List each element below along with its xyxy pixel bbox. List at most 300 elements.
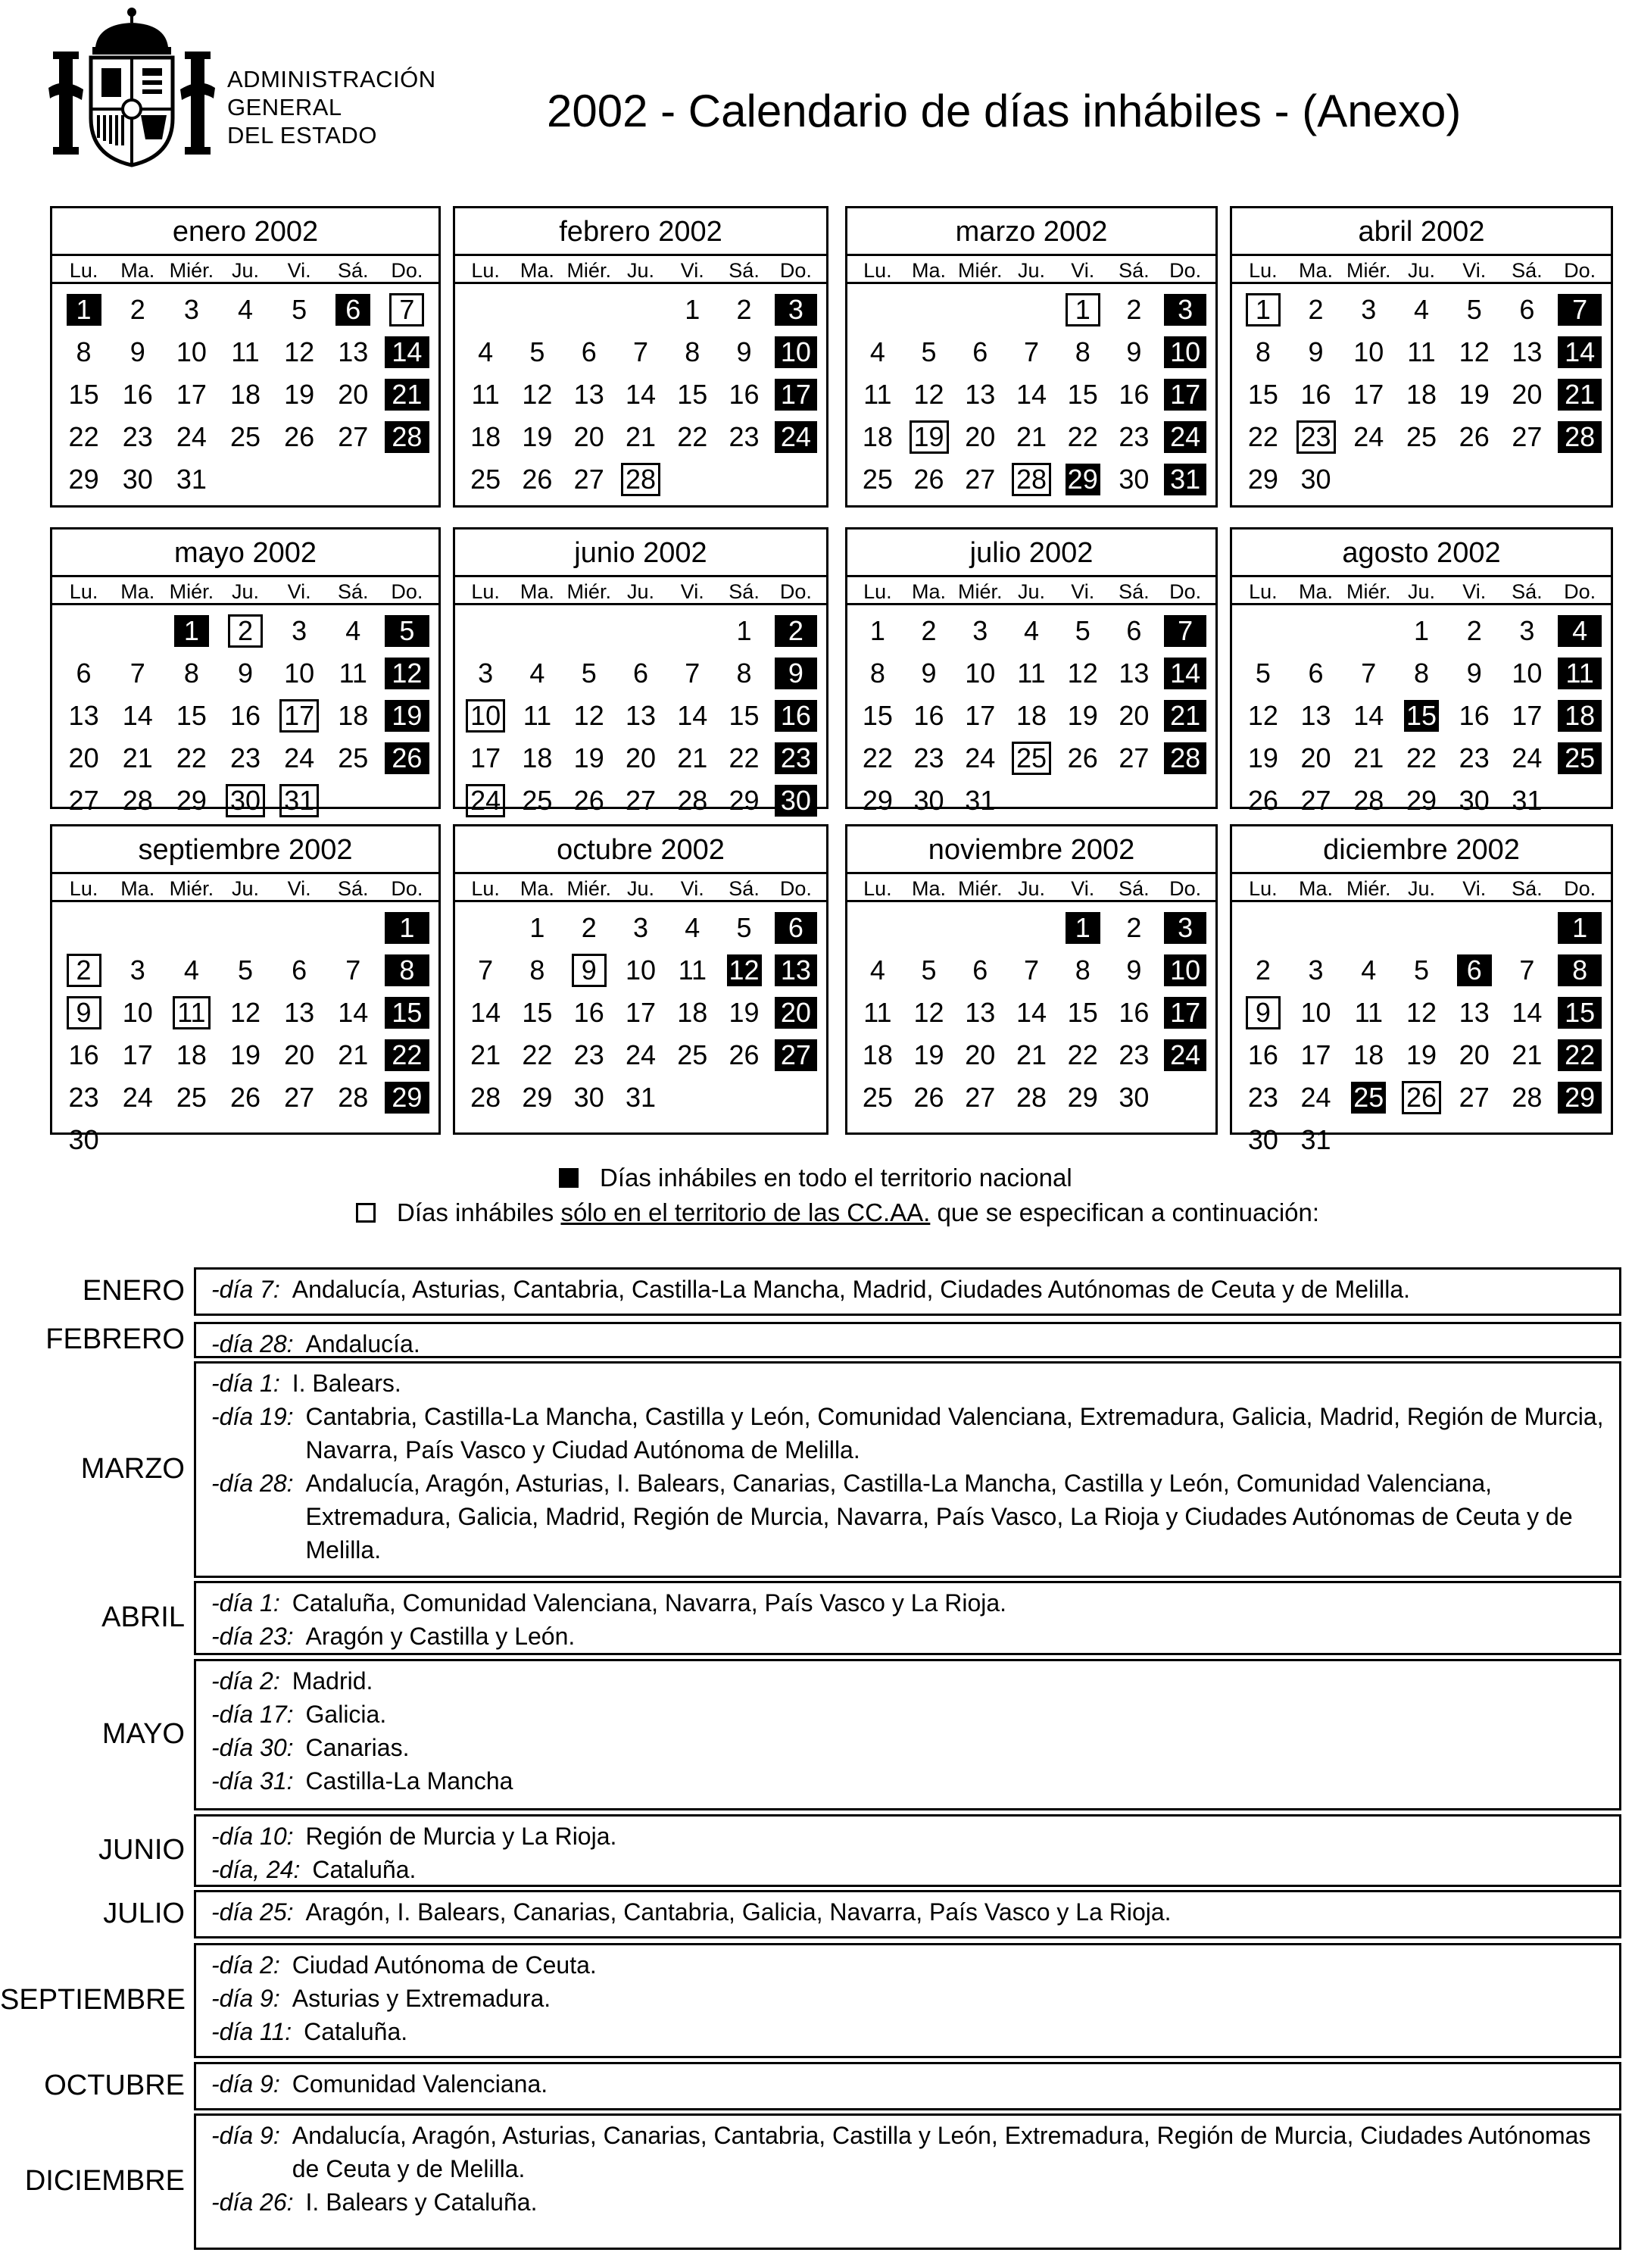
- day-cell: [1342, 373, 1395, 416]
- day-number: 7: [1519, 954, 1535, 986]
- day-cell: [57, 416, 111, 458]
- empty-cell: [903, 907, 955, 949]
- day-cell: [852, 695, 903, 737]
- sunday-day: [1553, 610, 1606, 652]
- day-number: 31: [1512, 785, 1543, 816]
- day-number: 1: [385, 912, 429, 944]
- day-number: 18: [229, 379, 261, 410]
- day-number: 24: [625, 1039, 657, 1070]
- sunday-day: [380, 907, 434, 949]
- day-number: 20: [1512, 379, 1543, 410]
- day-number: 8: [529, 954, 545, 986]
- day-number: 25: [862, 464, 893, 495]
- day-cell: [954, 992, 1006, 1034]
- day-cell: [1395, 331, 1448, 373]
- day-number: 15: [1067, 997, 1098, 1028]
- day-number: 9: [1126, 954, 1142, 986]
- day-number: 18: [862, 1039, 893, 1070]
- empty-cell: [1290, 610, 1343, 652]
- day-number: 16: [68, 1039, 99, 1070]
- annex-entry-text: Cataluña.: [304, 2018, 408, 2045]
- annex-entries-box: [194, 1943, 1621, 2058]
- day-cell: [1006, 331, 1057, 373]
- day-number: 27: [1300, 785, 1331, 816]
- day-cell: [111, 992, 164, 1034]
- annex-entry: [211, 1586, 1608, 1620]
- sunday-day: [380, 610, 434, 652]
- day-cell: [1501, 652, 1554, 695]
- annex-entry-day: -día 9:: [211, 2122, 280, 2149]
- month-calendar: [453, 824, 828, 1135]
- empty-cell: [460, 610, 511, 652]
- day-number: 26: [913, 1082, 944, 1113]
- day-cell: [1395, 289, 1448, 331]
- day-number: 8: [1255, 336, 1271, 367]
- day-number: 12: [1067, 658, 1098, 689]
- weekday-label: Ju.: [626, 259, 654, 282]
- day-number: 11: [231, 336, 260, 367]
- weekday-label: Ju.: [1407, 580, 1435, 603]
- day-grid: [1232, 605, 1611, 822]
- day-number: 1: [1413, 615, 1429, 646]
- day-number: 14: [1353, 700, 1384, 731]
- empty-cell: [326, 907, 380, 949]
- day-cell: [666, 737, 718, 779]
- sunday-day: [1159, 695, 1211, 737]
- day-number: 8: [1075, 954, 1091, 986]
- day-number: 9: [237, 658, 253, 689]
- month-calendar: [453, 206, 828, 508]
- day-cell: [1237, 373, 1290, 416]
- day-number: 2: [129, 294, 145, 325]
- day-cell: [1006, 949, 1057, 992]
- annex-month-label: JUNIO: [98, 1834, 185, 1866]
- day-cell: [111, 695, 164, 737]
- day-number: 30: [226, 784, 265, 817]
- sunday-day: [1553, 992, 1606, 1034]
- day-cell: [164, 373, 218, 416]
- day-cell: [1006, 1076, 1057, 1119]
- weekday-header: [1232, 254, 1611, 284]
- weekday-label: Vi.: [287, 259, 311, 282]
- weekday-label: Sá.: [338, 580, 369, 603]
- day-cell: [1448, 289, 1501, 331]
- day-number: 26: [1247, 785, 1278, 816]
- annex-entry: [211, 1820, 1608, 1853]
- day-number: 9: [1308, 336, 1324, 367]
- month-calendar: [845, 527, 1218, 816]
- day-grid: [455, 902, 826, 1119]
- day-cell: [1006, 610, 1057, 652]
- regional-holiday-day: [615, 458, 666, 501]
- sunday-day: [380, 992, 434, 1034]
- day-number: 17: [1164, 997, 1206, 1029]
- day-cell: [852, 737, 903, 779]
- day-cell: [1342, 331, 1395, 373]
- day-number: 15: [385, 997, 429, 1029]
- day-number: 10: [284, 658, 315, 689]
- annex-entry: [211, 1698, 1608, 1731]
- day-cell: [718, 373, 769, 416]
- month-title: noviembre 2002: [928, 834, 1135, 866]
- legend-national: [559, 1164, 1072, 1192]
- day-cell: [666, 695, 718, 737]
- day-number: 7: [1361, 658, 1377, 689]
- month-title: junio 2002: [574, 537, 707, 569]
- day-number: 13: [1512, 336, 1543, 367]
- day-cell: [666, 416, 718, 458]
- day-number: 8: [385, 954, 429, 986]
- annex-month-label: MAYO: [101, 1718, 185, 1750]
- weekday-label: Miér.: [958, 580, 1003, 603]
- day-number: 23: [1296, 420, 1336, 454]
- day-cell: [511, 949, 563, 992]
- day-number: 24: [1512, 742, 1543, 773]
- annex-row: [0, 1322, 1635, 1358]
- weekday-label: Miér.: [566, 259, 611, 282]
- day-number: 19: [385, 700, 429, 732]
- day-cell: [903, 737, 955, 779]
- annex-entry-text: Andalucía.: [305, 1330, 420, 1357]
- day-cell: [1448, 1034, 1501, 1076]
- annex-entries-box: [194, 1361, 1621, 1578]
- day-cell: [273, 610, 326, 652]
- day-cell: [164, 416, 218, 458]
- annex-entry-day: -día 23:: [211, 1623, 294, 1650]
- annex-entry-text: Madrid.: [292, 1667, 373, 1695]
- weekday-header: [52, 575, 438, 605]
- day-cell: [1109, 907, 1160, 949]
- sunday-day: [380, 949, 434, 992]
- weekday-label: Lu.: [863, 877, 892, 900]
- day-number: 17: [1353, 379, 1384, 410]
- sunday-day: [380, 331, 434, 373]
- day-number: 28: [338, 1082, 369, 1113]
- day-number: 23: [913, 742, 944, 773]
- annex-entry-day: -día 7:: [211, 1276, 280, 1303]
- weekday-label: Do.: [1564, 259, 1596, 282]
- sunday-day: [1159, 949, 1211, 992]
- day-cell: [1448, 373, 1501, 416]
- day-number: 12: [913, 997, 944, 1028]
- day-number: 20: [775, 997, 817, 1029]
- day-cell: [954, 779, 1006, 822]
- day-number: 20: [625, 742, 657, 773]
- day-cell: [57, 695, 111, 737]
- day-number: 6: [292, 954, 307, 986]
- empty-cell: [1342, 610, 1395, 652]
- day-number: 24: [1164, 1039, 1206, 1071]
- day-cell: [273, 331, 326, 373]
- agency-line: DEL ESTADO: [227, 122, 377, 148]
- weekday-label: Sá.: [338, 877, 369, 900]
- empty-cell: [1501, 907, 1554, 949]
- day-cell: [903, 458, 955, 501]
- day-number: 15: [1067, 379, 1098, 410]
- day-number: 22: [862, 742, 893, 773]
- day-number: 6: [76, 658, 92, 689]
- day-number: 5: [581, 658, 597, 689]
- weekday-label: Ju.: [1017, 259, 1045, 282]
- day-number: 24: [122, 1082, 153, 1113]
- weekday-label: Lu.: [1249, 877, 1278, 900]
- day-number: 20: [338, 379, 369, 410]
- day-number: 29: [176, 785, 207, 816]
- day-number: 24: [1353, 421, 1384, 452]
- day-cell: [273, 652, 326, 695]
- weekday-label: Ju.: [231, 580, 259, 603]
- day-number: 4: [237, 294, 253, 325]
- day-number: 5: [237, 954, 253, 986]
- day-cell: [1109, 737, 1160, 779]
- day-number: 5: [1413, 954, 1429, 986]
- month-title: enero 2002: [172, 216, 319, 248]
- day-number: 4: [685, 912, 700, 943]
- day-cell: [164, 289, 218, 331]
- day-number: 15: [862, 700, 893, 731]
- sunday-day: [770, 331, 822, 373]
- day-number: 24: [775, 421, 817, 453]
- agency-line: ADMINISTRACIÓN: [227, 66, 436, 92]
- sunday-day: [1159, 331, 1211, 373]
- day-number: 10: [122, 997, 153, 1028]
- day-number: 14: [1016, 379, 1047, 410]
- sunday-day: [1553, 652, 1606, 695]
- day-number: 21: [1164, 700, 1206, 732]
- day-cell: [666, 907, 718, 949]
- day-number: 17: [1164, 379, 1206, 411]
- empty-cell: [164, 907, 218, 949]
- day-number: 21: [1558, 379, 1602, 411]
- day-cell: [1057, 652, 1109, 695]
- day-cell: [273, 416, 326, 458]
- day-cell: [1109, 1034, 1160, 1076]
- day-cell: [111, 416, 164, 458]
- annex-entry-day: -día 31:: [211, 1767, 294, 1795]
- day-cell: [1290, 779, 1343, 822]
- weekday-label: Sá.: [729, 259, 760, 282]
- day-cell: [1342, 652, 1395, 695]
- sunday-day: [1159, 416, 1211, 458]
- day-cell: [1342, 949, 1395, 992]
- sunday-day: [1553, 1076, 1606, 1119]
- day-number: 14: [625, 379, 657, 410]
- day-number: 11: [863, 379, 892, 410]
- legend-national-text: Días inhábiles en todo el territorio nacional: [600, 1164, 1072, 1192]
- day-cell: [852, 610, 903, 652]
- weekday-label: Lu.: [1249, 259, 1278, 282]
- annex-entry-day: -día 9:: [211, 1985, 280, 2012]
- day-number: 8: [183, 658, 199, 689]
- day-number: 23: [122, 421, 153, 452]
- day-grid: [847, 902, 1215, 1119]
- annex-entry-day: -día 19:: [211, 1403, 294, 1430]
- day-number: 10: [176, 336, 207, 367]
- day-cell: [1501, 949, 1554, 992]
- day-number: 19: [573, 742, 604, 773]
- day-cell: [460, 1034, 511, 1076]
- day-number: 17: [775, 379, 817, 411]
- regional-holiday-day: [1395, 1076, 1448, 1119]
- day-number: 28: [1353, 785, 1384, 816]
- day-number: 21: [1512, 1039, 1543, 1070]
- day-cell: [1237, 1076, 1290, 1119]
- day-cell: [718, 610, 769, 652]
- sunday-day: [1159, 458, 1211, 501]
- day-cell: [718, 695, 769, 737]
- day-cell: [326, 695, 380, 737]
- weekday-label: Sá.: [1119, 877, 1150, 900]
- day-number: 7: [389, 293, 424, 326]
- weekday-label: Do.: [1169, 580, 1202, 603]
- day-cell: [460, 949, 511, 992]
- day-cell: [273, 1034, 326, 1076]
- day-cell: [1290, 949, 1343, 992]
- day-cell: [1501, 779, 1554, 822]
- national-holiday-day: [164, 610, 218, 652]
- weekday-label: Miér.: [1346, 877, 1391, 900]
- annex-entries-box: [194, 1267, 1621, 1316]
- day-cell: [326, 610, 380, 652]
- day-number: 6: [581, 336, 597, 367]
- day-number: 28: [677, 785, 708, 816]
- day-number: 23: [229, 742, 261, 773]
- empty-cell: [111, 907, 164, 949]
- day-cell: [1501, 1034, 1554, 1076]
- weekday-label: Vi.: [287, 877, 311, 900]
- empty-cell: [1237, 907, 1290, 949]
- day-number: 1: [529, 912, 545, 943]
- day-grid: [847, 605, 1215, 822]
- day-cell: [954, 610, 1006, 652]
- weekday-label: Lu.: [471, 580, 500, 603]
- day-cell: [218, 1034, 272, 1076]
- national-holiday-day: [1448, 949, 1501, 992]
- day-cell: [1395, 737, 1448, 779]
- day-number: 27: [965, 464, 996, 495]
- day-number: 12: [284, 336, 315, 367]
- day-number: 6: [972, 336, 988, 367]
- day-cell: [563, 907, 615, 949]
- day-number: 24: [965, 742, 996, 773]
- day-number: 22: [176, 742, 207, 773]
- day-cell: [1290, 992, 1343, 1034]
- weekday-label: Ju.: [231, 877, 259, 900]
- day-cell: [852, 373, 903, 416]
- annex-entry-text: Andalucía, Aragón, Asturias, I. Balears, Canarias, Castilla-La Mancha, Castilla y León, Comunidad Valenciana, Extremadura, Galicia, Madrid, Región de Murcia, Navarra, País Vasco, La Rioja y Ciudades Autónomas de Ceuta y de Melilla.: [305, 1470, 1573, 1564]
- day-cell: [666, 1034, 718, 1076]
- day-cell: [1501, 1076, 1554, 1119]
- page-title: 2002 - Calendario de días inhábiles - (Anexo): [547, 86, 1462, 136]
- day-number: 15: [729, 700, 760, 731]
- day-cell: [326, 331, 380, 373]
- day-cell: [852, 1034, 903, 1076]
- empty-cell: [511, 289, 563, 331]
- sunday-day: [380, 737, 434, 779]
- sunday-day: [770, 416, 822, 458]
- day-number: 5: [1255, 658, 1271, 689]
- weekday-label: Ma.: [120, 877, 155, 900]
- day-cell: [1448, 992, 1501, 1034]
- day-cell: [164, 458, 218, 501]
- day-cell: [1342, 1034, 1395, 1076]
- day-cell: [615, 992, 666, 1034]
- annex-entries-box: [194, 2062, 1621, 2110]
- day-cell: [903, 949, 955, 992]
- day-cell: [903, 695, 955, 737]
- day-number: 15: [1404, 700, 1439, 732]
- day-cell: [1109, 373, 1160, 416]
- day-cell: [1448, 331, 1501, 373]
- day-cell: [1237, 779, 1290, 822]
- national-holiday-day: [718, 949, 769, 992]
- day-number: 18: [1558, 700, 1602, 732]
- day-cell: [615, 1034, 666, 1076]
- black-square-icon: [559, 1168, 579, 1188]
- sunday-day: [770, 737, 822, 779]
- day-cell: [1109, 289, 1160, 331]
- day-number: 28: [1164, 742, 1206, 774]
- day-number: 27: [68, 785, 99, 816]
- annex-entry: [211, 1664, 1608, 1698]
- day-number: 19: [913, 1039, 944, 1070]
- day-number: 1: [1066, 293, 1100, 326]
- day-cell: [460, 416, 511, 458]
- day-number: 14: [385, 336, 429, 368]
- annex-row: [0, 2113, 1635, 2250]
- weekday-header: [455, 872, 826, 902]
- day-number: 7: [1023, 954, 1039, 986]
- annex-entry: [211, 2185, 1608, 2219]
- day-cell: [460, 652, 511, 695]
- day-number: 6: [1308, 658, 1324, 689]
- day-cell: [57, 373, 111, 416]
- weekday-header: [1232, 872, 1611, 902]
- weekday-header: [52, 872, 438, 902]
- legend: [0, 1159, 1635, 1242]
- day-number: 7: [478, 954, 494, 986]
- day-cell: [460, 373, 511, 416]
- day-number: 14: [1558, 336, 1602, 368]
- day-number: 1: [869, 615, 885, 646]
- day-cell: [903, 610, 955, 652]
- day-cell: [1109, 1076, 1160, 1119]
- empty-cell: [615, 289, 666, 331]
- day-grid: [52, 605, 438, 822]
- day-number: 30: [1300, 464, 1331, 495]
- day-cell: [1290, 331, 1343, 373]
- day-number: 5: [385, 615, 429, 647]
- day-number: 4: [1413, 294, 1429, 325]
- day-number: 5: [1466, 294, 1482, 325]
- weekday-header: [455, 575, 826, 605]
- weekday-label: Miér.: [169, 877, 214, 900]
- day-cell: [615, 331, 666, 373]
- day-cell: [511, 652, 563, 695]
- weekday-label: Vi.: [680, 580, 704, 603]
- national-holiday-day: [1342, 1076, 1395, 1119]
- day-cell: [903, 1034, 955, 1076]
- annex-entry-day: -día 9:: [211, 2070, 280, 2098]
- day-number: 2: [67, 954, 101, 987]
- day-number: 17: [470, 742, 501, 773]
- day-number: 23: [729, 421, 760, 452]
- weekday-label: Vi.: [1071, 259, 1095, 282]
- day-number: 22: [1406, 742, 1437, 773]
- sunday-day: [1159, 289, 1211, 331]
- national-holiday-day: [1057, 907, 1109, 949]
- day-cell: [111, 652, 164, 695]
